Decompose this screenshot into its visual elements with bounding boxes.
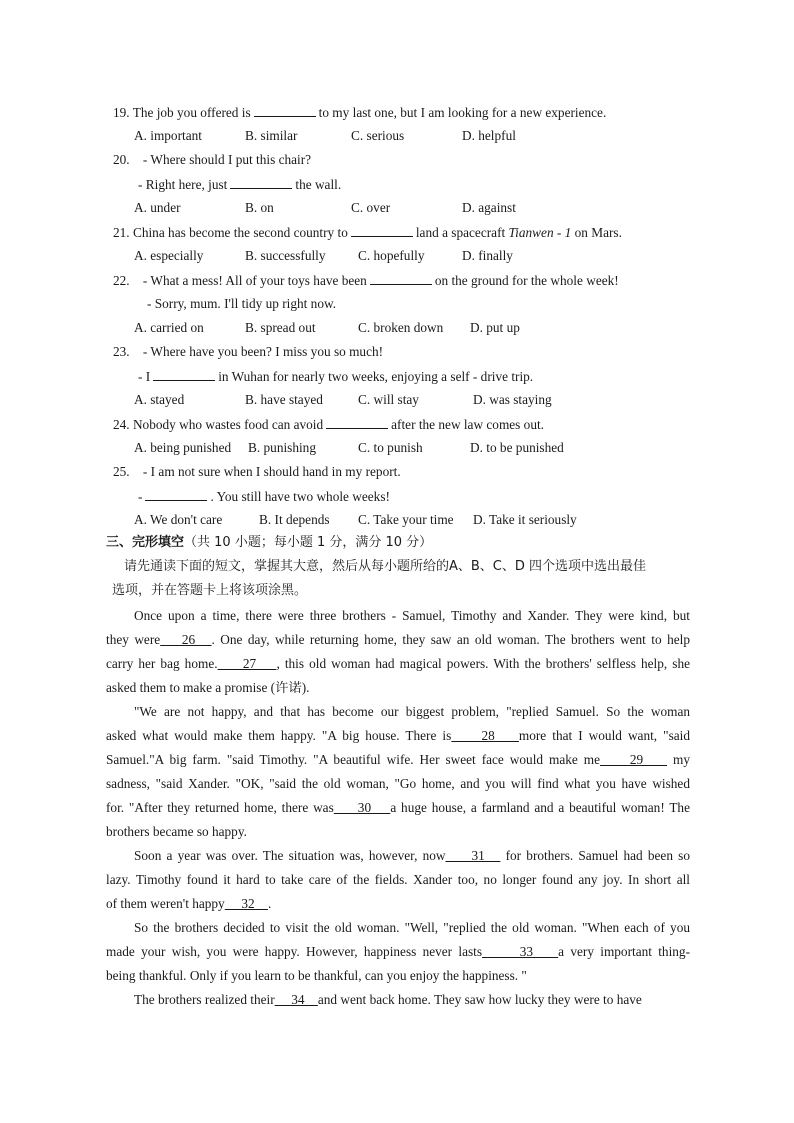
cloze-blank-34: 34	[274, 992, 318, 1007]
question-stem: - What a mess! All of your toys have been	[142, 273, 367, 288]
cloze-blank-26: 26	[160, 632, 212, 647]
reply-text: - I	[138, 369, 151, 384]
option-d: D. Take it seriously	[473, 512, 577, 527]
answer-blank	[370, 271, 432, 285]
option-a: A. under	[134, 200, 181, 215]
option-a: A. especially	[134, 248, 204, 263]
passage-line: "We are not happy, and that has become our biggest problem, "replied Samuel. So the woman	[134, 704, 690, 719]
question-number: 23.	[113, 344, 130, 359]
passage-line: for. "After they returned home, there was 30 a huge house, a farmland and a beautiful woman! The	[106, 800, 690, 815]
passage-line: sadness, "said Xander. "OK, "said the old woman, "Go home, and you will find what you have wished	[106, 776, 690, 791]
answer-blank	[153, 367, 215, 381]
answer-blank	[254, 103, 316, 117]
reply-text: the wall.	[295, 177, 342, 192]
option-d: D. finally	[462, 248, 513, 263]
question-stem: land a spacecraft	[415, 225, 506, 240]
reply-text: - Right here, just	[138, 177, 228, 192]
question-22	[113, 271, 619, 290]
section-note: （共 10 小题；每小题 1 分，满分 10 分）	[184, 535, 433, 550]
question-stem: to my last one, but I am looking for a new experience.	[318, 105, 607, 120]
question-stem: China has become the second country to	[132, 225, 348, 240]
question-stem: Nobody who wastes food can avoid	[132, 417, 324, 432]
question-stem: - I am not sure when I should hand in my report.	[142, 464, 401, 479]
reply-text: -	[138, 489, 143, 504]
option-b: B. It depends	[259, 512, 330, 527]
section-instruction: 请先通读下面的短文，掌握其大意，然后从每小题所给的A、B、C、D 四个选项中选出最佳	[124, 559, 647, 574]
answer-blank	[230, 175, 292, 189]
section-heading	[106, 534, 432, 552]
option-c: C. to punish	[358, 440, 423, 455]
passage-line: carry her bag home. 27 , this old woman had magical powers. With the brothers' selfless help, she	[106, 656, 691, 671]
question-21	[113, 223, 622, 242]
section-instruction: 选项，并在答题卡上将该项涂黑。	[112, 583, 308, 598]
cloze-blank-32: 32	[224, 896, 268, 911]
question-25-reply	[138, 487, 390, 506]
option-d: D. put up	[470, 320, 520, 335]
passage-line: So the brothers decided to visit the old woman. "Well, "replied the old woman. "When each of you	[134, 920, 690, 935]
passage-line: brothers became so happy.	[106, 824, 247, 839]
passage-line: Samuel."A big farm. "said Timothy. "A beautiful wife. Her sweet face would make me 29 my	[106, 752, 690, 767]
question-25	[113, 463, 401, 481]
question-number: 25.	[113, 464, 130, 479]
section-title: 三、完形填空	[106, 535, 185, 550]
option-b: B. have stayed	[245, 392, 323, 407]
cloze-blank-28: 28	[451, 728, 519, 743]
question-number: 21.	[113, 225, 130, 240]
passage	[106, 604, 690, 1012]
option-c: C. Take your time	[358, 512, 454, 527]
answer-blank	[326, 415, 388, 429]
passage-line: asked them to make a promise (许诺).	[106, 680, 310, 695]
answer-blank	[145, 487, 207, 501]
question-20-reply	[138, 175, 341, 194]
question-20	[113, 151, 311, 169]
cloze-blank-30: 30	[333, 800, 391, 815]
question-number: 22.	[113, 273, 130, 288]
option-b: B. successfully	[245, 248, 326, 263]
passage-line: made your wish, you were happy. However, happiness never lasts 33 a very important thing-	[106, 944, 690, 959]
option-c: C. over	[351, 200, 391, 215]
question-stem: on the ground for the whole week!	[434, 273, 619, 288]
option-c: C. will stay	[358, 392, 419, 407]
option-d: D. against	[462, 200, 516, 215]
option-d: D. was staying	[473, 392, 552, 407]
option-b: B. spread out	[245, 320, 316, 335]
spacecraft-name: Tianwen - 1	[508, 225, 572, 240]
question-24	[113, 415, 544, 434]
passage-line: lazy. Timothy found it hard to take care of the fields. Xander too, no longer found any joy. In short all	[106, 872, 690, 887]
passage-line: they were 26 . One day, while returning home, they saw an old woman. The brothers went to help	[106, 632, 690, 647]
option-c: C. broken down	[358, 320, 444, 335]
question-22-reply: - Sorry, mum. I'll tidy up right now.	[147, 296, 337, 311]
option-a: A. carried on	[134, 320, 204, 335]
answer-blank	[351, 223, 413, 237]
option-b: B. punishing	[248, 440, 316, 455]
question-number: 19.	[113, 105, 130, 120]
option-a: A. being punished	[134, 440, 232, 455]
passage-line: Soon a year was over. The situation was, however, now 31 for brothers. Samuel had been so	[134, 848, 691, 863]
passage-line: of them weren't happy 32 .	[106, 896, 272, 911]
option-a: A. stayed	[134, 392, 185, 407]
option-b: B. on	[245, 200, 274, 215]
cloze-blank-33: 33	[482, 944, 559, 959]
option-b: B. similar	[245, 128, 298, 143]
question-number: 24.	[113, 417, 130, 432]
option-c: C. hopefully	[358, 248, 425, 263]
question-stem: The job you offered is	[132, 105, 251, 120]
option-a: A. We don't care	[134, 512, 223, 527]
question-19	[113, 103, 606, 122]
cloze-blank-29: 29	[600, 752, 668, 767]
passage-line: Once upon a time, there were three brothers - Samuel, Timothy and Xander. They were kind, but	[134, 608, 690, 623]
reply-text: . You still have two whole weeks!	[210, 489, 390, 504]
question-stem: - Where should I put this chair?	[142, 152, 312, 167]
passage-line: The brothers realized their 34 and went back home. They saw how lucky they were to have	[134, 992, 642, 1007]
passage-line: asked what would make them happy. "A big house. There is 28 more that I would want, "said	[106, 728, 690, 743]
question-stem: - Where have you been? I miss you so much!	[142, 344, 384, 359]
question-23-reply	[138, 367, 533, 386]
option-d: D. to be punished	[470, 440, 564, 455]
question-stem: on Mars.	[574, 225, 622, 240]
option-a: A. important	[134, 128, 202, 143]
cloze-blank-27: 27	[217, 656, 277, 671]
passage-line: being thankful. Only if you learn to be thankful, can you enjoy the happiness. "	[106, 968, 527, 983]
option-c: C. serious	[351, 128, 405, 143]
question-number: 20.	[113, 152, 130, 167]
reply-text: in Wuhan for nearly two weeks, enjoying a self - drive trip.	[218, 369, 534, 384]
question-stem: after the new law comes out.	[391, 417, 544, 432]
question-23	[113, 343, 383, 361]
option-d: D. helpful	[462, 128, 516, 143]
cloze-blank-31: 31	[445, 848, 501, 863]
